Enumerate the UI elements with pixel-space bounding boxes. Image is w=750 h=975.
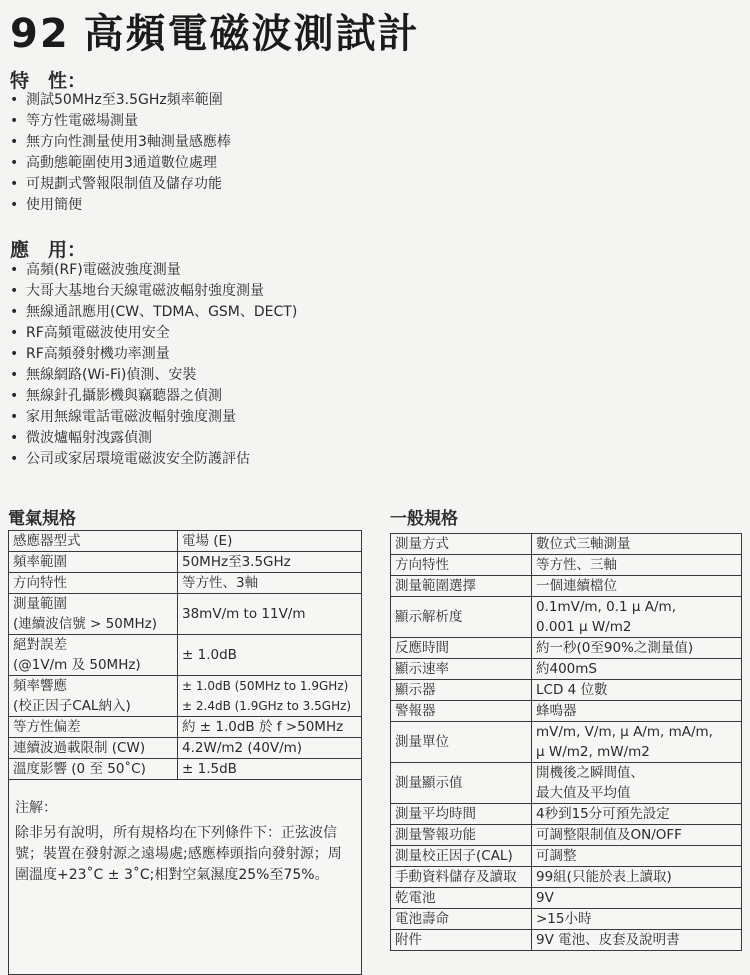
list-item: • 無線網路(Wi-Fi)偵測、安裝	[10, 365, 297, 386]
table-row	[9, 531, 362, 552]
table-row	[391, 638, 742, 659]
spec-value: 蜂鳴器	[532, 701, 742, 722]
electrical-spec-table	[8, 530, 362, 975]
electrical-spec-heading: 電氣規格	[8, 509, 76, 529]
table-row	[391, 763, 742, 804]
spec-value	[532, 763, 742, 804]
table-row	[391, 909, 742, 930]
spec-value: 可調整	[532, 846, 742, 867]
table-row	[9, 780, 362, 975]
applications-list	[10, 260, 297, 470]
list-item: • 高頻(RF)電磁波強度測量	[10, 260, 297, 281]
table-row	[9, 676, 362, 717]
list-item: • 大哥大基地台天線電磁波輻射強度測量	[10, 281, 297, 302]
table-row	[391, 846, 742, 867]
list-item: • 無線通訊應用(CW、TDMA、GSM、DECT)	[10, 302, 297, 323]
spec-value: 等方性、三軸	[532, 555, 742, 576]
spec-value	[532, 597, 742, 638]
spec-value	[178, 676, 362, 717]
spec-key: 感應器型式	[9, 531, 178, 552]
list-item: • 家用無線電話電磁波輻射強度測量	[10, 407, 297, 428]
table-row	[391, 597, 742, 638]
spec-key-line: 絕對誤差	[13, 637, 67, 653]
features-list	[10, 90, 231, 216]
spec-key: 警報器	[391, 701, 532, 722]
spec-key: 測量校正因子(CAL)	[391, 846, 532, 867]
spec-value: 4秒到15分可預先設定	[532, 804, 742, 825]
spec-key: 連續波過載限制 (CW)	[9, 738, 178, 759]
general-spec-heading: 一般規格	[390, 509, 458, 529]
spec-key: 電池壽命	[391, 909, 532, 930]
spec-value: 約一秒(0至90%之測量值)	[532, 638, 742, 659]
spec-value: 約 ± 1.0dB 於 f >50MHz	[178, 717, 362, 738]
list-item: • 測試50MHz至3.5GHz頻率範圍	[10, 90, 231, 111]
spec-key: 顯示器	[391, 680, 532, 701]
spec-key: 測量平均時間	[391, 804, 532, 825]
table-row	[391, 867, 742, 888]
spec-key: 手動資料儲存及讀取	[391, 867, 532, 888]
page-title	[10, 2, 420, 59]
table-row	[9, 635, 362, 676]
spec-key: 顯示速率	[391, 659, 532, 680]
spec-value-line: μ W/m2, mW/m2	[536, 744, 650, 760]
spec-key: 測量顯示值	[391, 763, 532, 804]
spec-key	[9, 594, 178, 635]
spec-value-line: 最大值及平均值	[536, 785, 631, 801]
spec-value-line: 0.001 μ W/m2	[536, 619, 632, 635]
spec-value: 數位式三軸測量	[532, 534, 742, 555]
note-text: 除非另有說明，所有規格均在下列條件下：正弦波信號；裝置在發射源之遠場處;感應棒頭指向發射源；周圍溫度+23˚C ± 3˚C;相對空氣濕度25%至75%。	[15, 825, 342, 883]
spec-value: 4.2W/m2 (40V/m)	[178, 738, 362, 759]
spec-key: 乾電池	[391, 888, 532, 909]
list-item: • 使用簡便	[10, 195, 231, 216]
table-row	[9, 552, 362, 573]
table-row	[391, 659, 742, 680]
spec-key: 頻率範圍	[9, 552, 178, 573]
list-item: • RF高頻發射機功率測量	[10, 344, 297, 365]
list-item: • 無方向性測量使用3軸測量感應棒	[10, 132, 231, 153]
spec-value	[532, 722, 742, 763]
spec-value: 38mV/m to 11V/m	[178, 594, 362, 635]
spec-key	[9, 676, 178, 717]
spec-value-line: 0.1mV/m, 0.1 μ A/m,	[536, 599, 677, 615]
spec-value: 等方性、3軸	[178, 573, 362, 594]
spec-key-line: 測量範圍	[13, 596, 67, 612]
spec-key: 方向特性	[391, 555, 532, 576]
spec-key: 等方性偏差	[9, 717, 178, 738]
table-row	[9, 594, 362, 635]
spec-value: ± 1.5dB	[178, 759, 362, 780]
spec-key: 方向特性	[9, 573, 178, 594]
list-item: • 無線針孔攝影機與竊聽器之偵測	[10, 386, 297, 407]
table-row	[9, 573, 362, 594]
title-number: 92	[10, 11, 70, 57]
spec-value: LCD 4 位數	[532, 680, 742, 701]
table-row	[9, 717, 362, 738]
table-row	[391, 534, 742, 555]
spec-key-line: (連續波信號 > 50MHz)	[13, 616, 157, 632]
spec-value: 99組(只能於表上讀取)	[532, 867, 742, 888]
table-row	[391, 680, 742, 701]
spec-value: ± 1.0dB	[178, 635, 362, 676]
table-row	[391, 888, 742, 909]
spec-key	[9, 635, 178, 676]
spec-value: >15小時	[532, 909, 742, 930]
table-row	[9, 759, 362, 780]
table-row	[391, 722, 742, 763]
spec-value: 可調整限制值及ON/OFF	[532, 825, 742, 846]
table-row	[391, 701, 742, 722]
spec-key: 溫度影響 (0 至 50˚C)	[9, 759, 178, 780]
spec-value: 9V 電池、皮套及說明書	[532, 930, 742, 951]
general-spec-table	[390, 533, 742, 951]
list-item: • 公司或家居環境電磁波安全防護評估	[10, 449, 297, 470]
list-item: • RF高頻電磁波使用安全	[10, 323, 297, 344]
list-item: • 高動態範圍使用3通道數位處理	[10, 153, 231, 174]
spec-value: 電場 (E)	[178, 531, 362, 552]
spec-value: 一個連續檔位	[532, 576, 742, 597]
spec-key: 測量單位	[391, 722, 532, 763]
spec-key-line: (@1V/m 及 50MHz)	[13, 657, 141, 673]
spec-key: 反應時間	[391, 638, 532, 659]
table-row	[391, 576, 742, 597]
table-row	[391, 804, 742, 825]
features-heading: 特 性：	[10, 70, 87, 92]
spec-value: 約400mS	[532, 659, 742, 680]
table-row	[391, 825, 742, 846]
spec-key-line: 頻率響應	[13, 678, 67, 694]
list-item: • 微波爐輻射洩露偵測	[10, 428, 297, 449]
spec-key-line: (校正因子CAL納入)	[13, 698, 131, 714]
table-row	[391, 555, 742, 576]
title-text: 高頻電磁波測試計	[83, 11, 420, 57]
spec-note	[9, 780, 362, 975]
spec-value-line: ± 2.4dB (1.9GHz to 3.5GHz)	[182, 699, 352, 713]
spec-key: 測量方式	[391, 534, 532, 555]
spec-value-line: ± 1.0dB (50MHz to 1.9GHz)	[182, 679, 349, 693]
spec-value-line: 開機後之瞬間值、	[536, 765, 644, 781]
spec-value: 9V	[532, 888, 742, 909]
table-row	[9, 738, 362, 759]
applications-heading: 應 用：	[10, 239, 87, 261]
spec-key: 測量範圍選擇	[391, 576, 532, 597]
spec-value: 50MHz至3.5GHz	[178, 552, 362, 573]
table-row	[391, 930, 742, 951]
note-label: 注解：	[15, 800, 57, 816]
spec-key: 顯示解析度	[391, 597, 532, 638]
spec-key: 附件	[391, 930, 532, 951]
spec-value-line: mV/m, V/m, μ A/m, mA/m,	[536, 724, 713, 740]
spec-key: 測量警報功能	[391, 825, 532, 846]
list-item: • 等方性電磁場測量	[10, 111, 231, 132]
list-item: • 可規劃式警報限制值及儲存功能	[10, 174, 231, 195]
